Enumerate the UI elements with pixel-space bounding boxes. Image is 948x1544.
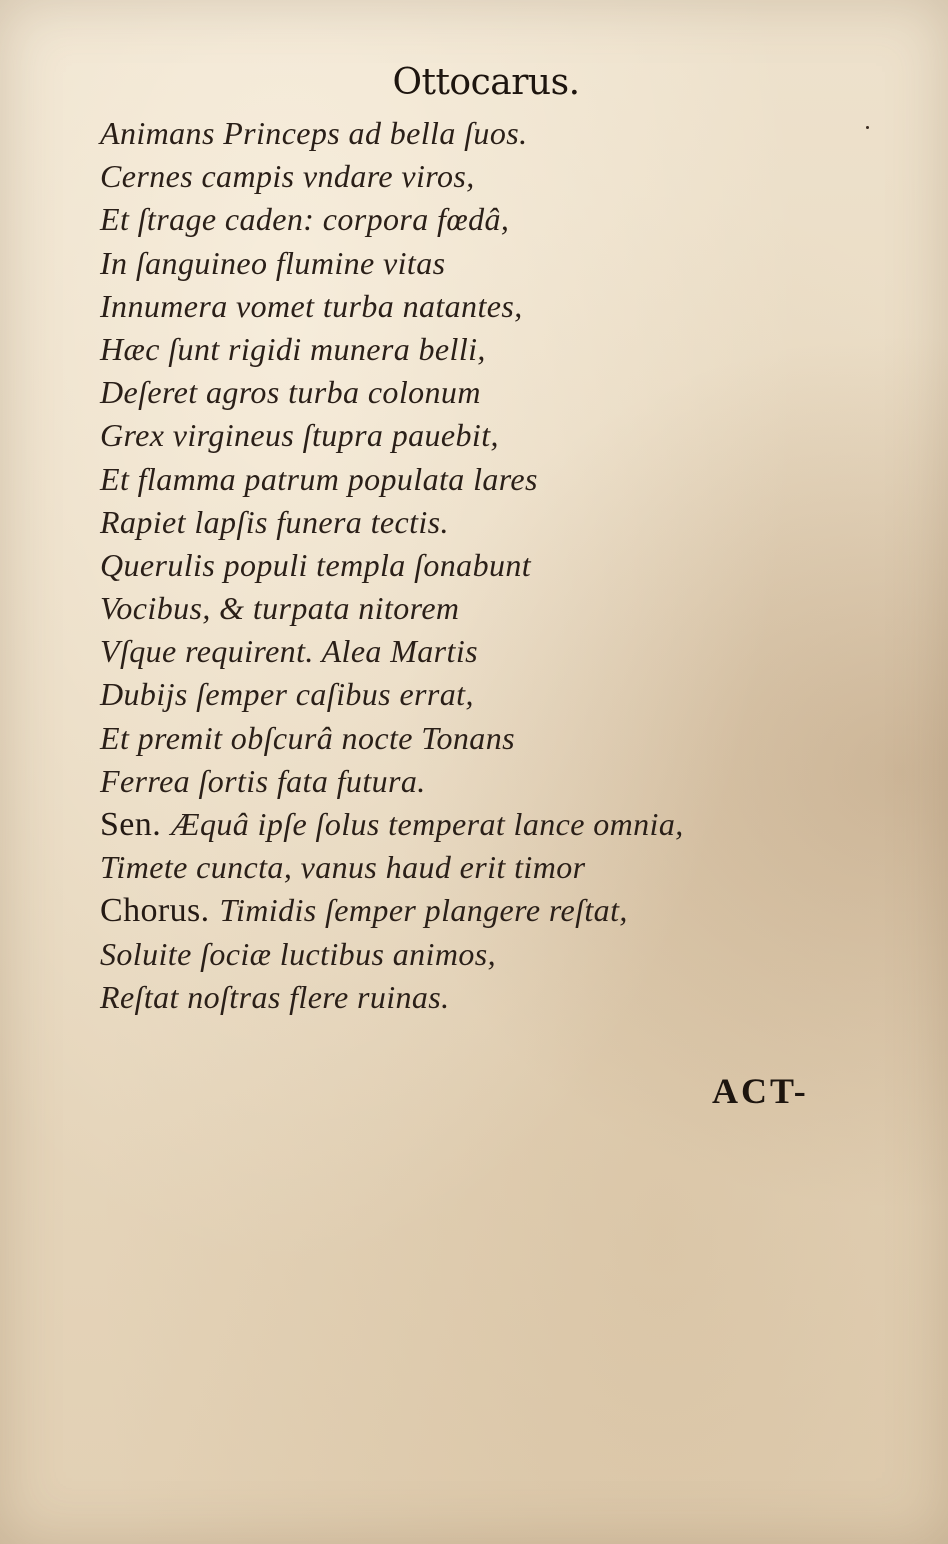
- verse-line: [100, 846, 840, 889]
- verse-line: [100, 717, 840, 760]
- verse-line: [100, 242, 840, 285]
- verse-text: Reſtat noſtras flere ruinas.: [100, 978, 450, 1015]
- verse-text: Animans Princeps ad bella ſuos.: [100, 115, 528, 151]
- verse-line: [100, 112, 840, 155]
- verse-text: Et flamma patrum populata lares: [100, 460, 538, 497]
- verse-text: Rapiet lapſis funera tectis.: [100, 503, 449, 540]
- verse-text: Innumera vomet turba natantes,: [100, 287, 523, 324]
- verse-text: Dubijs ſemper caſibus errat,: [100, 676, 474, 713]
- catchword: ACT-: [712, 1071, 809, 1111]
- verse-text: Timidis ſemper plangere reſtat,: [219, 892, 628, 929]
- verse-text: Soluite ſociæ luctibus animos,: [100, 935, 496, 972]
- verse-line: [100, 630, 840, 673]
- verse-line: [100, 933, 840, 976]
- verse-line: [100, 673, 840, 716]
- verse-text: Grex virgineus ſtupra pauebit,: [100, 417, 499, 454]
- verse-text: In ſanguineo flumine vitas: [100, 244, 446, 281]
- verse-line: [100, 414, 840, 457]
- verse-line: [100, 155, 840, 198]
- verse-block: [100, 112, 840, 1019]
- verse-text: Timete cuncta, vanus haud erit timor: [100, 849, 586, 886]
- verse-line: [100, 328, 840, 371]
- verse-line: [100, 976, 840, 1019]
- ink-speck: [866, 126, 869, 129]
- verse-line: [100, 285, 840, 328]
- verse-text: Vocibus, & turpata nitorem: [100, 590, 460, 627]
- verse-text: Et ſtrage caden: corpora fœdâ,: [100, 201, 510, 238]
- speaker-label: Chorus.: [100, 892, 210, 930]
- verse-text: Querulis populi templa ſonabunt: [100, 546, 532, 583]
- verse-text: Æquâ ipſe ſolus temperat lance omnia,: [171, 806, 684, 842]
- verse-line: [100, 371, 840, 414]
- speaker-label: Sen.: [100, 806, 162, 843]
- verse-line: [100, 760, 840, 803]
- verse-text: Et premit obſcurâ nocte Tonans: [100, 719, 515, 756]
- verse-line: [100, 803, 840, 846]
- verse-text: Cernes campis vndare viros,: [100, 158, 475, 195]
- verse-line: [100, 587, 840, 630]
- verse-line: [100, 501, 840, 544]
- verse-text: Ferrea ſortis fata futura.: [100, 762, 426, 799]
- verse-text: Deſeret agros turba colonum: [100, 374, 481, 411]
- verse-line: [100, 458, 840, 501]
- verse-line: [100, 889, 840, 932]
- running-head: Ottocarus.: [392, 62, 580, 103]
- verse-line: [100, 544, 840, 587]
- verse-text: Vſque requirent. Alea Martis: [100, 633, 478, 670]
- verse-text: Hæc ſunt rigidi munera belli,: [100, 330, 486, 367]
- verse-line: [100, 198, 840, 241]
